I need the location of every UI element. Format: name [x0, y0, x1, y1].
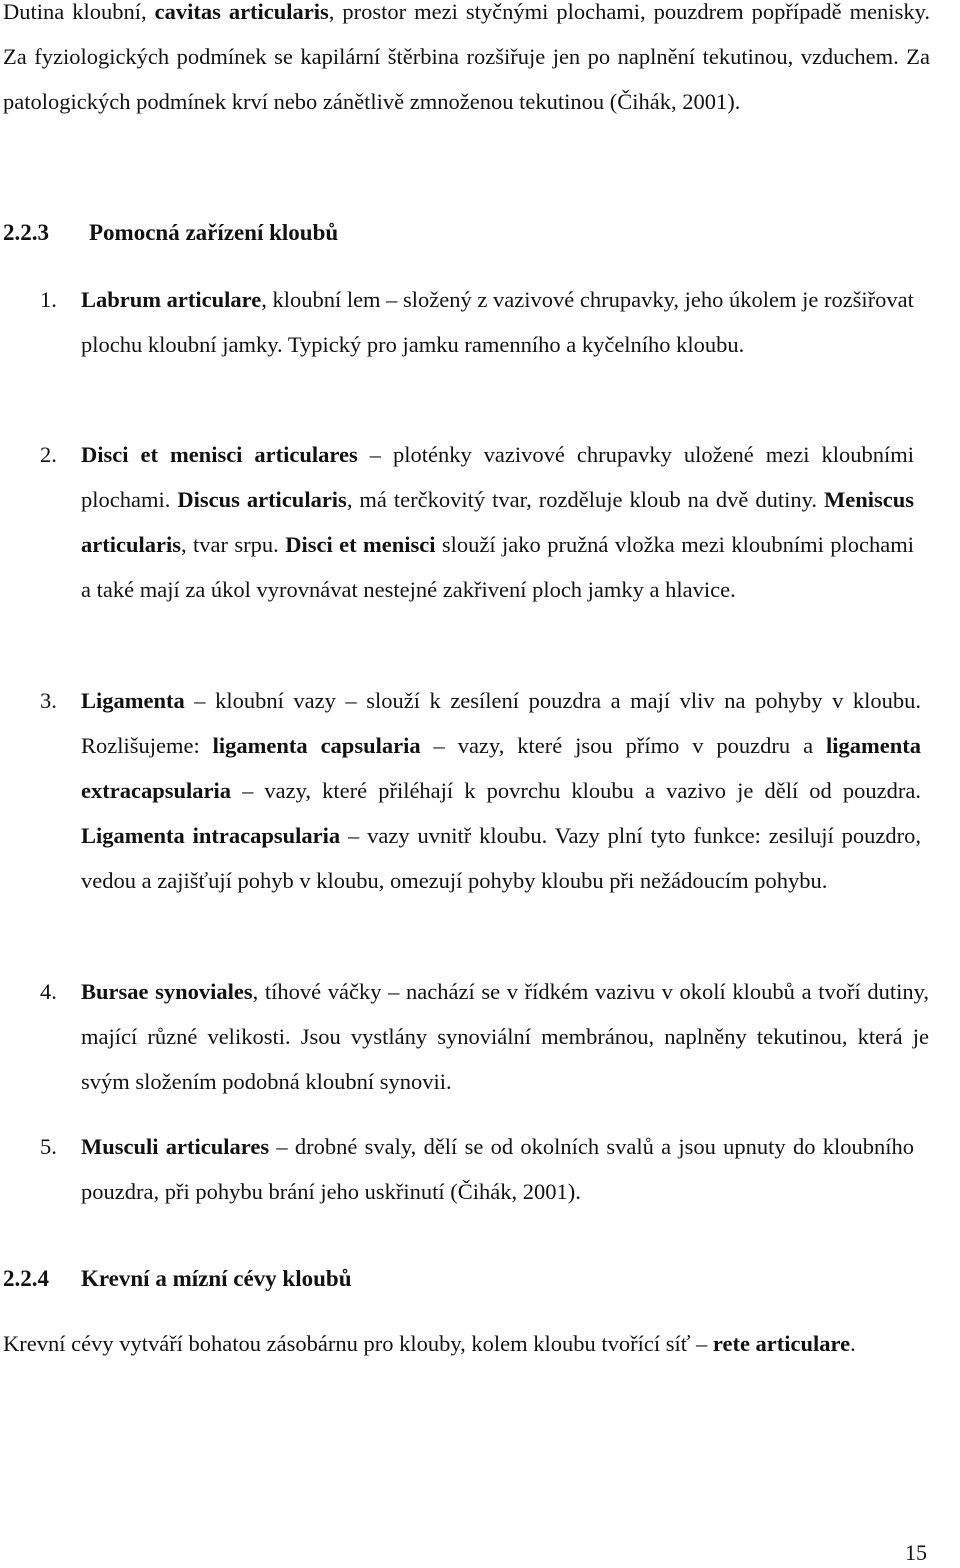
list-item-text: [81, 432, 914, 612]
list-item-3: [40, 678, 960, 903]
text-run: .: [850, 1331, 856, 1356]
outro-paragraph: [3, 1321, 950, 1366]
text-run: , kloubní lem – složený z vazivové chrupavky, jeho úkolem je rozšiřovat plochu kloubní jamky. Typický pro jamku ramenního a kyčelního kloubu.: [81, 287, 914, 357]
text-run: – ploténky vazivové chrupavky uložené mezi kloubními plochami.: [81, 442, 915, 512]
term-cavitas-articularis: cavitas articularis: [154, 0, 329, 24]
term-labrum-articulare: Labrum articulare: [81, 287, 262, 312]
text-run: – drobné svaly, dělí se od okolních svalů a jsou upnuty do kloubního pouzdra, při pohybu brání jeho uskřinutí (Čihák, 2001).: [81, 1134, 914, 1204]
text-run: Krevní cévy vytváří bohatou zásobárnu pro klouby, kolem kloubu tvořící síť –: [3, 1331, 713, 1356]
page-number: 15: [905, 1540, 927, 1565]
term-musculi-articulares: Musculi articulares: [81, 1134, 270, 1159]
list-number: 1.: [40, 287, 57, 312]
list-item-text: [81, 969, 929, 1104]
list-item-text: [81, 1124, 914, 1214]
text-run: slouží jako pružná vložka mezi kloubními plochami a také mají za úkol vyrovnávat nestejné zakřivení ploch jamky a hlavice.: [81, 532, 914, 602]
list-item-1: [40, 277, 914, 367]
section-title: Pomocná zařízení kloubů: [89, 220, 339, 245]
list-item-text: [81, 277, 914, 367]
list-item-5: [40, 1124, 914, 1214]
text-run: – vazy uvnitř kloubu. Vazy plní tyto funkce: zesilují pouzdro, vedou a zajišťují pohyb v kloubu, omezují pohyby kloubu při nežádoucím pohybu.: [81, 823, 921, 893]
text-run: – vazy, které přiléhají k povrchu kloubu a vazivo je dělí od pouzdra.: [230, 778, 921, 803]
term-ligamenta: Ligamenta: [81, 688, 185, 713]
text-run: , tíhové váčky – nachází se v řídkém vazivu v okolí kloubů a tvoří dutiny, mající různé velikosti. Jsou vystlány synoviální membránou, naplněny tekutinou, která je svým složením podobná kloubní synovii.: [81, 979, 929, 1094]
text-run: – vazy, které jsou přímo v pouzdru a: [420, 733, 827, 758]
section-title: Krevní a mízní cévy kloubů: [81, 1266, 352, 1291]
term-ligamenta-extracapsularia: ligamenta extracapsularia: [81, 733, 922, 803]
section-heading-2-2-4: [3, 1255, 352, 1303]
term-rete-articulare: rete articulare: [712, 1331, 851, 1356]
section-number: 2.2.3: [3, 220, 49, 245]
list-number: 2.: [40, 442, 57, 467]
list-number: 4.: [40, 979, 57, 1004]
term-disci-et-menisci: Disci et menisci: [285, 532, 436, 557]
list-item-2: [40, 432, 914, 612]
list-item-4: [40, 969, 929, 1104]
section-number: 2.2.4: [3, 1266, 49, 1291]
list-number: 3.: [40, 688, 57, 713]
text-run: , prostor mezi styčnými plochami, pouzdrem popřípadě menisky. Za fyziologických podmínek se kapilární štěrbina rozšiřuje jen po naplnění tekutinou, vzduchem. Za patologických podmínek krví nebo zánětlivě zmnoženou tekutinou (Čihák, 2001).: [3, 0, 930, 114]
term-bursae-synoviales: Bursae synoviales: [81, 979, 253, 1004]
text-run: – kloubní vazy – slouží k zesílení pouzdra a mají vliv na pohyby v kloubu. Rozlišujeme:: [81, 688, 921, 758]
section-heading-2-2-3: [3, 209, 338, 257]
term-meniscus-articularis: Meniscus articularis: [81, 487, 914, 557]
term-discus-articularis: Discus articularis: [177, 487, 347, 512]
term-ligamenta-intracapsularia: Ligamenta intracapsularia: [81, 823, 341, 848]
term-disci-et-menisci-articulares: Disci et menisci articulares: [81, 442, 358, 467]
list-number: 5.: [40, 1134, 57, 1159]
text-run: , tvar srpu.: [180, 532, 286, 557]
term-ligamenta-capsularia: ligamenta capsularia: [212, 733, 421, 758]
text-run: , má terčkovitý tvar, rozděluje kloub na dvě dutiny.: [346, 487, 824, 512]
text-run: Dutina kloubní,: [3, 0, 155, 24]
intro-paragraph: [3, 0, 930, 124]
list-item-text: [81, 678, 921, 903]
